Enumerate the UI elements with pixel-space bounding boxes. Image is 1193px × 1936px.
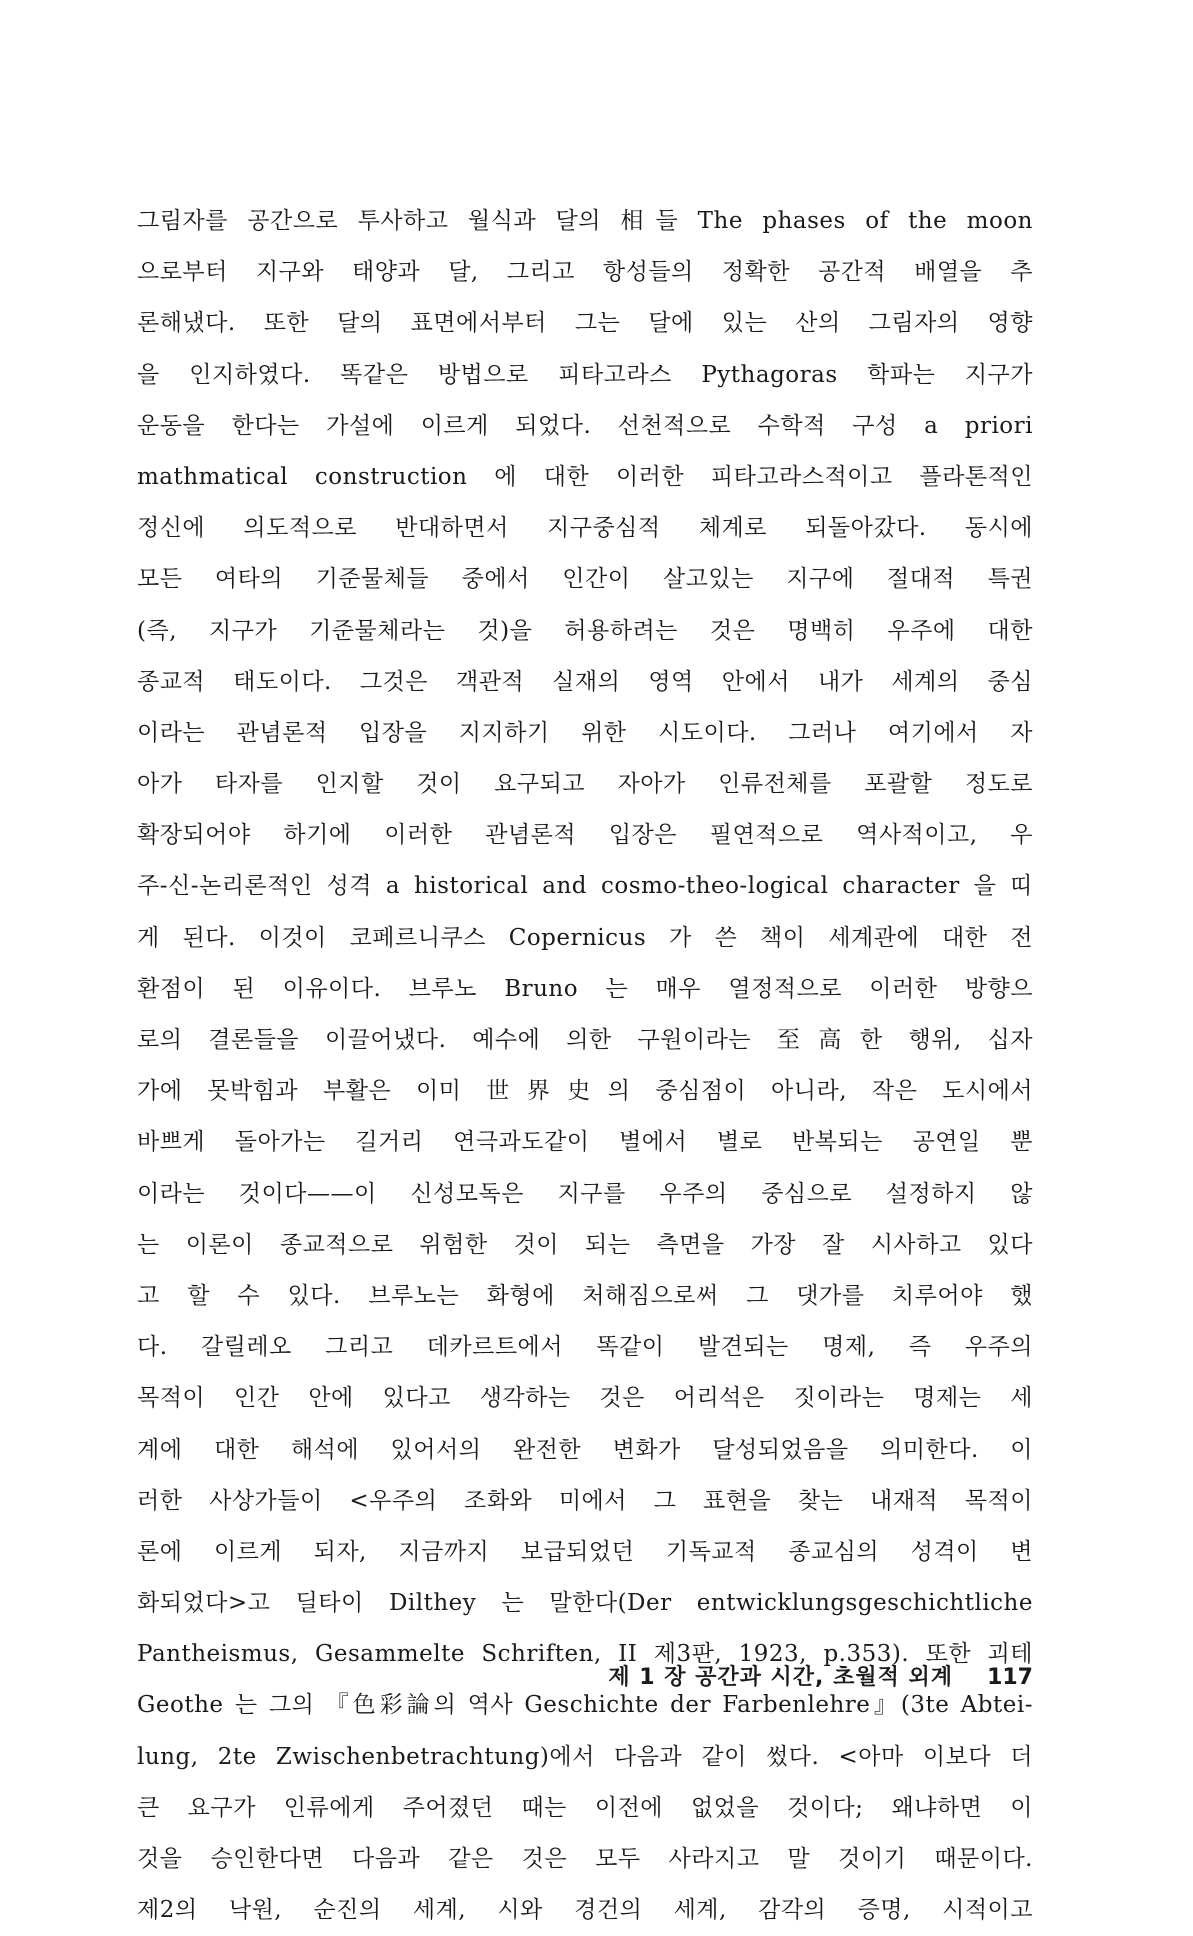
text-line: 이라는 관념론적 입장을 지지하기 위한 시도이다. 그러나 여기에서 자 — [137, 719, 1033, 746]
text-line: 환점이 된 이유이다. 브루노 Bruno 는 매우 열정적으로 이러한 방향으 — [137, 975, 1033, 1002]
text-line: 론해냈다. 또한 달의 표면에서부터 그는 달에 있는 산의 그림자의 영향 — [137, 310, 1033, 337]
text-line: 론에 이르게 되자, 지금까지 보급되었던 기독교적 종교심의 성격이 변 — [137, 1538, 1033, 1565]
text-line: 정신에 의도적으로 반대하면서 지구중심적 체계로 되돌아갔다. 동시에 — [137, 515, 1033, 542]
text-line: 게 된다. 이것이 코페르니쿠스 Copernicus 가 쓴 책이 세계관에 대한 전 — [137, 924, 1033, 951]
running-title: 제 1 장 공간과 시간, 초월적 외계 — [608, 1665, 953, 1690]
text-line: 모든 여타의 기준물체들 중에서 인간이 살고있는 지구에 절대적 특권 — [137, 566, 1033, 593]
text-line: 는 이론이 종교적으로 위험한 것이 되는 측면을 가장 잘 시사하고 있다 — [137, 1231, 1033, 1258]
text-line: Geothe 는 그의 『色彩論의 역사 Geschichte der Farbenlehre』(3te Abtei- — [137, 1692, 1033, 1719]
text-line: mathmatical construction 에 대한 이러한 피타고라스적이고 플라톤적인 — [137, 463, 1033, 490]
text-line: 계에 대한 해석에 있어서의 완전한 변화가 달성되었음을 의미한다. 이 — [137, 1436, 1033, 1463]
text-line: 러한 사상가들이 <우주의 조화와 미에서 그 표현을 찾는 내재적 목적이 — [137, 1487, 1033, 1514]
text-line: 제2의 낙원, 순진의 세계, 시와 경건의 세계, 감각의 증명, 시적이고 — [137, 1897, 1033, 1924]
text-line: lung, 2te Zwischenbetrachtung)에서 다음과 같이 썼다. <아마 이보다 더 — [137, 1743, 1033, 1770]
text-line: 화되었다>고 딜타이 Dilthey 는 말한다(Der entwicklungsgeschichtliche — [137, 1590, 1033, 1617]
text-line: 큰 요구가 인류에게 주어졌던 때는 이전에 없었을 것이다; 왜냐하면 이 — [137, 1794, 1033, 1821]
text-line: 가에 못박힘과 부활은 이미 世界史의 중심점이 아니라, 작은 도시에서 — [137, 1078, 1033, 1105]
text-line: 주-신-논리론적인 성격 a historical and cosmo-theo-logical character 을 띠 — [137, 873, 1033, 900]
text-line: 이라는 것이다——이 신성모독은 지구를 우주의 중심으로 설정하지 않 — [137, 1180, 1033, 1207]
text-line: 다. 갈릴레오 그리고 데카르트에서 똑같이 발견되는 명제, 즉 우주의 — [137, 1334, 1033, 1361]
text-line: 목적이 인간 안에 있다고 생각하는 것은 어리석은 짓이라는 명제는 세 — [137, 1385, 1033, 1412]
text-line: Pantheismus, Gesammelte Schriften, II 제3판, 1923, p.353). 또한 괴테 — [137, 1641, 1033, 1668]
text-line: 을 인지하였다. 똑같은 방법으로 피타고라스 Pythagoras 학파는 지구가 — [137, 361, 1033, 388]
page-number: 117 — [987, 1665, 1033, 1690]
text-line: 으로부터 지구와 태양과 달, 그리고 항성들의 정확한 공간적 배열을 추 — [137, 259, 1033, 286]
text-line: 것을 승인한다면 다음과 같은 것은 모두 사라지고 말 것이기 때문이다. — [137, 1846, 1033, 1872]
page-footer — [137, 1658, 1033, 1698]
text-line: 고 할 수 있다. 브루노는 화형에 처해짐으로써 그 댓가를 치루어야 했 — [137, 1282, 1033, 1309]
text-line: 확장되어야 하기에 이러한 관념론적 입장은 필연적으로 역사적이고, 우 — [137, 822, 1033, 849]
text-line: 종교적 태도이다. 그것은 객관적 실재의 영역 안에서 내가 세계의 중심 — [137, 668, 1033, 695]
text-line: 로의 결론들을 이끌어냈다. 예수에 의한 구원이라는 至高한 행위, 십자 — [137, 1027, 1033, 1053]
text-line: 바쁘게 돌아가는 길거리 연극과도같이 별에서 별로 반복되는 공연일 뿐 — [137, 1129, 1033, 1156]
text-line: 운동을 한다는 가설에 이르게 되었다. 선천적으로 수학적 구성 a priori — [137, 412, 1033, 439]
text-line: (즉, 지구가 기준물체라는 것)을 허용하려는 것은 명백히 우주에 대한 — [137, 617, 1033, 644]
text-line: 그림자를 공간으로 투사하고 월식과 달의 相들 The phases of the moon — [137, 208, 1033, 234]
text-line: 아가 타자를 인지할 것이 요구되고 자아가 인류전체를 포괄할 정도로 — [137, 771, 1033, 798]
